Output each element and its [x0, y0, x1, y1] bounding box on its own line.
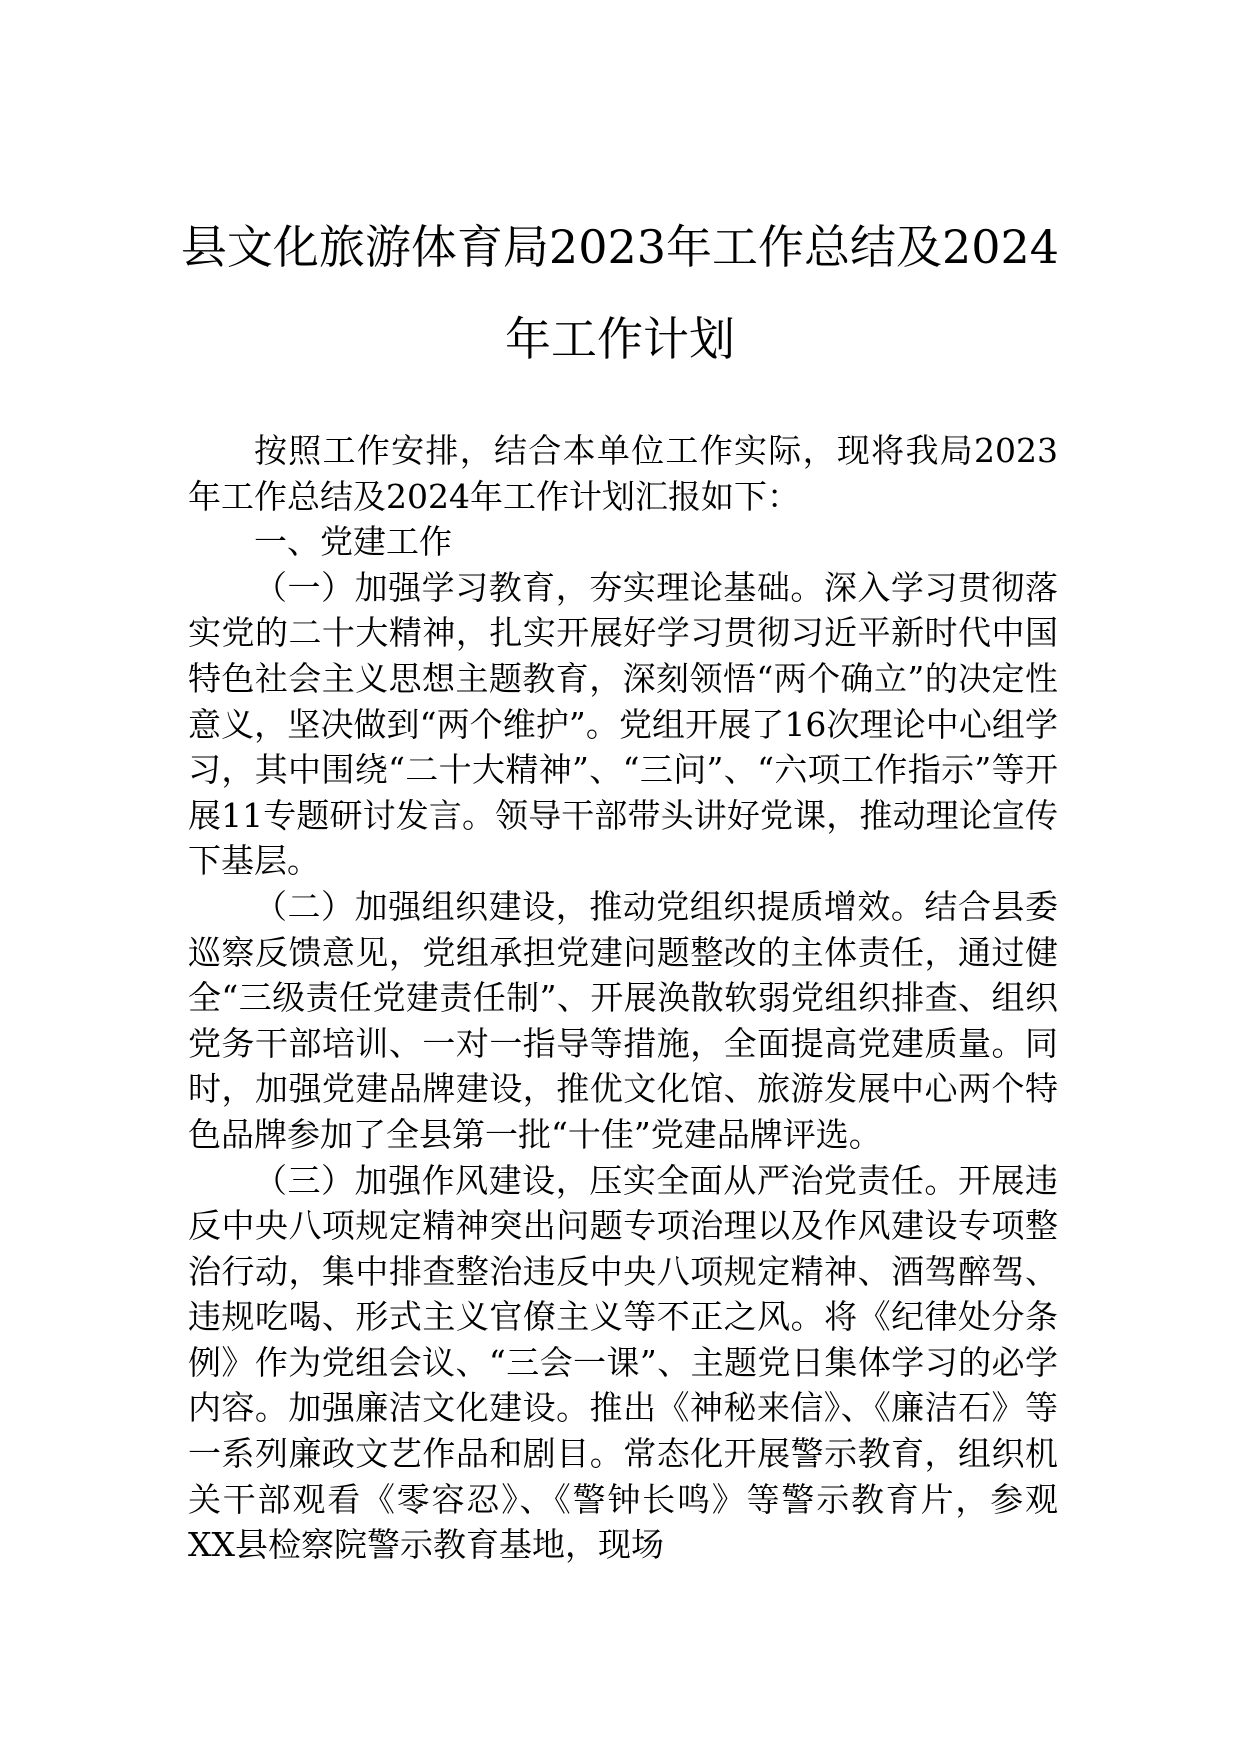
paragraph-study-education: （一）加强学习教育，夯实理论基础。深入学习贯彻落实党的二十大精神，扎实开展好学习贯彻习近平新时代中国特色社会主义思想主题教育，深刻领悟“两个确立”的决定性意义，坚决做到“两个维护”。党组开展了16次理论中心组学习，其中围绕“二十大精神”、“三问”、“六项工作指示”等开展11专题研讨发言。领导干部带头讲好党课，推动理论宣传下基层。: [188, 567, 1058, 881]
paragraph-style-building: （三）加强作风建设，压实全面从严治党责任。开展违反中央八项规定精神突出问题专项治理以及作风建设专项整治行动，集中排查整治违反中央八项规定精神、酒驾醉驾、违规吃喝、形式主义官僚主义等不正之风。将《纪律处分条例》作为党组会议、“三会一课”、主题党日集体学习的必学内容。加强廉洁文化建设。推出《神秘来信》、《廉洁石》等一系列廉政文艺作品和剧目。常态化开展警示教育，组织机关干部观看《零容忍》、《警钟长鸣》等警示教育片，参观XX县检察院警示教育基地，现场: [188, 1160, 1058, 1565]
intro-paragraph: 按照工作安排，结合本单位工作实际，现将我局2023年工作总结及2024年工作计划汇报如下：: [188, 431, 1058, 516]
document-title-line-1: 县文化旅游体育局2023年工作总结及2024: [180, 220, 1060, 274]
document-body: [188, 428, 1058, 1568]
document-title-line-2: 年工作计划: [505, 312, 735, 366]
paragraph-organization-building: （二）加强组织建设，推动党组织提质增效。结合县委巡察反馈意见，党组承担党建问题整改的主体责任，通过健全“三级责任党建责任制”、开展涣散软弱党组织排查、组织党务干部培训、一对一指导等措施，全面提高党建质量。同时，加强党建品牌建设，推优文化馆、旅游发展中心两个特色品牌参加了全县第一批“十佳”党建品牌评选。: [188, 886, 1058, 1154]
section-heading-party-building: 一、党建工作: [254, 522, 452, 562]
